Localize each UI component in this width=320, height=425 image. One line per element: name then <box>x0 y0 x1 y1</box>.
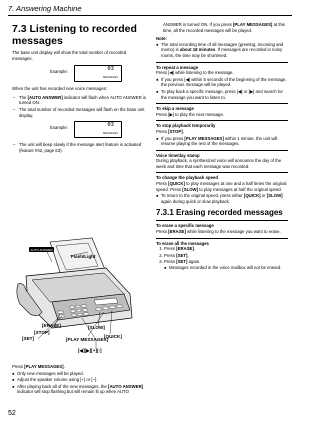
divider <box>156 220 288 221</box>
speed-title: To change the playback speed <box>156 175 219 181</box>
example-label: Example: <box>50 69 68 75</box>
lcd-display <box>74 65 122 82</box>
subsection-title: 7.3.1 Erasing recorded messages <box>156 208 283 218</box>
repeat-text: Press [◀] while listening to the message. <box>156 70 234 76</box>
navigation-keys-label: [◀][▶][+][-] <box>78 348 102 353</box>
display-example-2 <box>12 120 147 138</box>
erase-specific-title: To erase a specific message <box>156 223 214 229</box>
section-title-line-1: 7.3 Listening to recorded <box>12 23 137 35</box>
step-item: 1. Press [ERASE]. <box>164 246 288 252</box>
step-item: 3. Press [SET] again. ● Messages recorded in the voice mailbox will not be erased. <box>164 259 288 270</box>
bullet-item: ● If you press [PLAY MESSAGES] within 1 minute, the unit will resume playing the rest of the messages. <box>156 135 278 147</box>
divider <box>156 120 288 121</box>
fax-machine-figure <box>12 232 147 359</box>
auto-answer-key: [AUTO ANSWER] <box>27 94 63 100</box>
continued-text: ANSWER is turned ON. If you press [PLAY MESSAGES] at this time, all the recorded messages will be played. <box>163 22 286 33</box>
repeat-title: To repeat a message <box>156 64 199 70</box>
bullet-item: ● To return to the original speed, press either [QUICK] or [SLOW] again during quick or slow playback. <box>156 193 283 204</box>
new-messages-intro: When the unit has recorded new voice messages: <box>12 86 108 92</box>
stop-text: Press [STOP]. <box>156 128 184 134</box>
step-item: 2. Press [SET]. <box>164 253 288 259</box>
display-example-1 <box>12 64 147 82</box>
bullet-item: ● Only new messages will be played. <box>12 370 84 376</box>
stop-button-label: [STOP] <box>34 330 50 335</box>
quick-button-label: [QUICK] <box>104 334 122 339</box>
play-instructions <box>12 364 147 396</box>
left-column <box>12 22 147 154</box>
erase-specific-text: Press [ERASE] while listening to the message you want to erase. <box>156 229 281 235</box>
bullet-item: ● Messages recorded in the voice mailbox will not be erased. <box>164 265 282 270</box>
voice-stamp-text: During playback, a synthesized voice will announce the day of the week and time that each message was recorded. <box>156 158 282 169</box>
stop-title: To stop playback temporarily <box>156 123 216 129</box>
messages-caption: MESSAGES <box>103 131 118 135</box>
bullet-item: ● Adjust the speaker volume using [+] or [–]. <box>12 377 98 383</box>
dash-item: – The [AUTO ANSWER] indicator will flash when AUTO ANSWER is turned ON. <box>13 94 146 106</box>
dash-item: – The total number of recorded messages will flash on the base unit display. <box>13 106 145 118</box>
intro-text: The base unit display will show the total number of recorded messages. <box>12 50 127 61</box>
messages-caption: MESSAGES <box>103 75 118 79</box>
press-play-text: Press [PLAY MESSAGES]. <box>12 364 65 369</box>
divider <box>156 103 288 104</box>
flash-light-label: Flash/Light <box>71 254 96 259</box>
bullet-item: ● To play back a specific message, press [◀] or [▶] and search for the message you want to listen to. <box>156 88 283 100</box>
message-count: 03 <box>107 66 114 73</box>
header-rule <box>8 15 292 16</box>
lcd-display <box>74 121 122 138</box>
note-item: ● The total recording time of all messages (greeting, incoming and memo) is about 18 minutes. If messages are recorded in noisy rooms, the time may be shortened. <box>156 41 284 58</box>
divider <box>156 62 288 63</box>
voice-stamp-title: Voice time/day stamp <box>156 152 200 158</box>
divider <box>156 172 288 173</box>
right-column <box>156 22 288 272</box>
message-count: 03 <box>107 122 114 129</box>
play-messages-button-label: [PLAY MESSAGES] <box>66 337 109 342</box>
page-number: 52 <box>8 410 16 417</box>
chapter-title: 7. Answering Machine <box>8 4 82 13</box>
skip-title: To skip a message <box>156 106 194 112</box>
bullet-item: ● If you press [◀] within 5 seconds of the beginning of the message, the previous message will be played. <box>156 76 287 88</box>
erase-all-title: To erase all the messages <box>156 240 209 246</box>
dash-item: – The unit will beep slowly if the message alert feature is activated (feature #42, page 63). <box>13 142 142 153</box>
skip-text: Press [▶] to play the next message. <box>156 111 225 117</box>
example-label: Example: <box>50 125 68 131</box>
erase-all-steps <box>156 246 288 270</box>
section-title <box>12 24 147 47</box>
slow-button-label: [SLOW] <box>88 325 105 330</box>
set-button-label: [SET] <box>22 336 34 341</box>
section-title-line-2: messages <box>12 34 63 47</box>
speed-text: Press [QUICK] to play messages at one and a half times the original speed. Press [SLOW] to play messages at half the original speed. <box>156 181 287 192</box>
auto-answer-indicator-label: AUTO ANSWER <box>30 247 53 252</box>
bullet-item: ● After playing back all of the new messages, the [AUTO ANSWER] indicator will stop flashing but will remain lit up when AUTO <box>12 383 144 395</box>
divider <box>156 150 288 151</box>
note-title: Note: <box>156 36 167 42</box>
erase-button-label: [ERASE] <box>42 323 61 328</box>
divider <box>156 238 288 239</box>
page-header <box>0 0 300 18</box>
